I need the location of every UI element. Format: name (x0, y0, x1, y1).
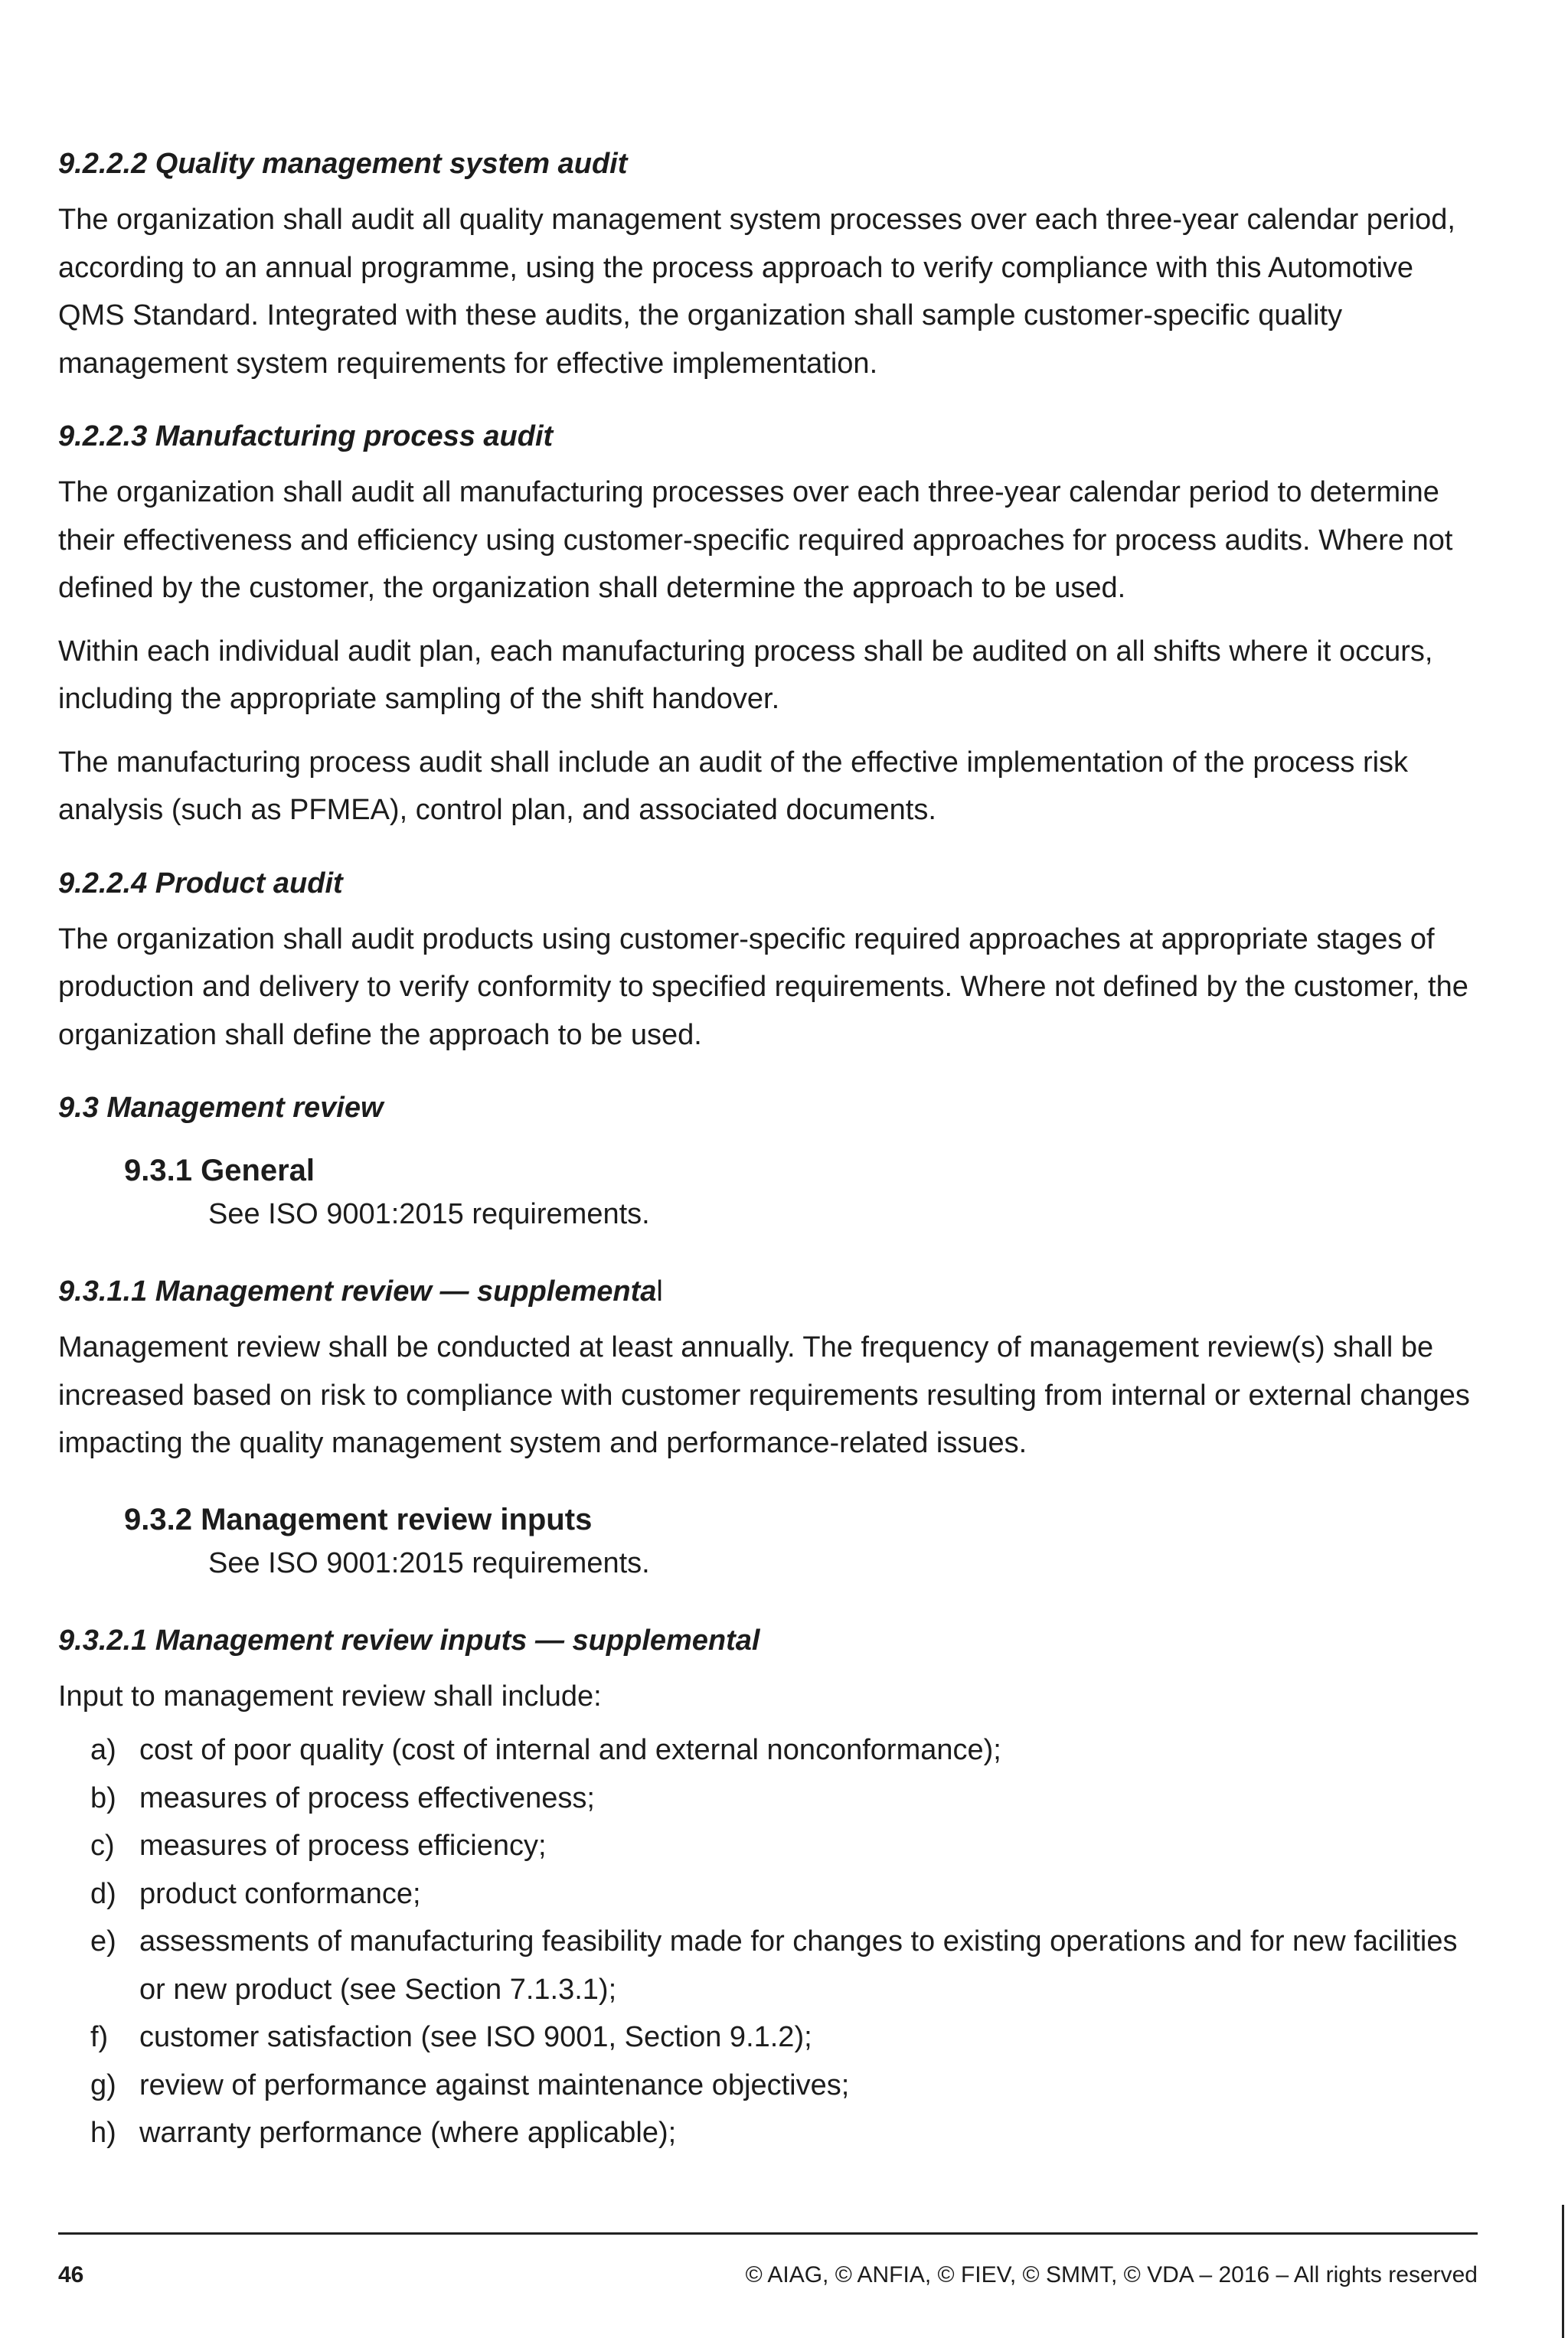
section-9-3-1 (124, 1149, 1482, 1236)
paragraph: Management review shall be conducted at least annually. The frequency of management review(s) shall be increased based on risk to compliance with customer requirements resulting from internal or external changes impacting the quality management system and performance-related issues. (58, 1331, 1470, 1459)
page-number: 46 (58, 2262, 84, 2287)
list-item-text: measures of process effectiveness; (139, 1781, 595, 1814)
section-9-3-1-1 (58, 1273, 1482, 1468)
subsection-text: See ISO 9001:2015 requirements. (208, 1198, 650, 1230)
section-9-2-2-4 (58, 865, 1482, 1060)
list-marker: a) (90, 1734, 116, 1766)
paragraph: The organization shall audit all manufacturing processes over each three-year calendar period to determine their effectiveness and efficiency using customer-specific required approaches for process audits. Where not defined by the customer, the organization shall determine the approach to be used. (58, 476, 1453, 604)
list-item (58, 2062, 1482, 2110)
section-9-3-2-1 (58, 1622, 1482, 2157)
section-heading: 9.3.2.1 Management review inputs — supplemental (58, 1624, 760, 1657)
scan-edge-mark (1562, 2205, 1564, 2338)
section-9-3 (58, 1089, 1482, 1126)
section-9-3-2 (124, 1498, 1482, 1585)
list-item-text: cost of poor quality (cost of internal and external nonconformance); (139, 1734, 1001, 1766)
list-item-text: measures of process efficiency; (139, 1830, 547, 1862)
section-heading: 9.2.2.2 Quality management system audit (58, 148, 628, 180)
subsection-text: See ISO 9001:2015 requirements. (208, 1546, 650, 1579)
list-item (58, 1870, 1482, 1918)
list-intro: Input to management review shall include: (58, 1680, 602, 1713)
list-item-text: warranty performance (where applicable); (139, 2117, 677, 2149)
list-item-text: assessments of manufacturing feasibility made for changes to existing operations and for new facilities or new product (see Section 7.1.3.1); (139, 1925, 1458, 2006)
list-marker: g) (90, 2069, 116, 2101)
section-heading (58, 1273, 1482, 1310)
list-marker: b) (90, 1781, 116, 1814)
footer-divider (58, 2232, 1478, 2235)
list-item (58, 1775, 1482, 1823)
section-9-2-2-3 (58, 418, 1482, 834)
list-marker: h) (90, 2117, 116, 2149)
section-heading: 9.2.2.3 Manufacturing process audit (58, 420, 554, 452)
paragraph: The organization shall audit products using customer-specific required approaches at appropriate stages of production and delivery to verify conformity to specified requirements. Where not defined by the customer, the organization shall define the approach to be used. (58, 922, 1468, 1051)
section-heading: 9.2.2.4 Product audit (58, 867, 343, 900)
list-marker: d) (90, 1877, 116, 1910)
list-item (58, 1726, 1482, 1775)
list-item-text: review of performance against maintenance objectives; (139, 2069, 850, 2101)
list-item-text: product conformance; (139, 1877, 421, 1910)
list-item-text: customer satisfaction (see ISO 9001, Section 9.1.2); (139, 2021, 812, 2053)
paragraph: The manufacturing process audit shall include an audit of the effective implementation of the process risk analysis (such as PFMEA), control plan, and associated documents. (58, 746, 1409, 826)
section-heading: 9.3 Management review (58, 1092, 384, 1124)
subsection-title: 9.3.1 General (124, 1154, 315, 1187)
section-heading-main: 9.3.1.1 Management review — supplementa (58, 1275, 657, 1308)
section-9-2-2-2 (58, 145, 1482, 387)
subsection-title: 9.3.2 Management review inputs (124, 1502, 593, 1536)
section-heading-tail: l (656, 1275, 663, 1308)
inputs-list (58, 1726, 1482, 2157)
list-marker: f) (90, 2021, 109, 2053)
list-item (58, 2109, 1482, 2157)
document-page (58, 145, 1482, 2188)
list-item (58, 2013, 1482, 2062)
list-item (58, 1918, 1482, 2013)
paragraph: The organization shall audit all quality management system processes over each three-year calendar period, according to an annual programme, using the process approach to verify compliance with this Automotive QMS Standard. Integrated with these audits, the organization shall sample customer-specific quality management system requirements for effective implementation. (58, 204, 1455, 380)
copyright-notice: © AIAG, © ANFIA, © FIEV, © SMMT, © VDA – 2016 – All rights reserved (745, 2262, 1478, 2287)
paragraph: Within each individual audit plan, each manufacturing process shall be audited on all shifts where it occurs, including the appropriate sampling of the shift handover. (58, 635, 1433, 715)
list-marker: c) (90, 1830, 115, 1862)
list-item (58, 1822, 1482, 1870)
list-marker: e) (90, 1925, 116, 1958)
